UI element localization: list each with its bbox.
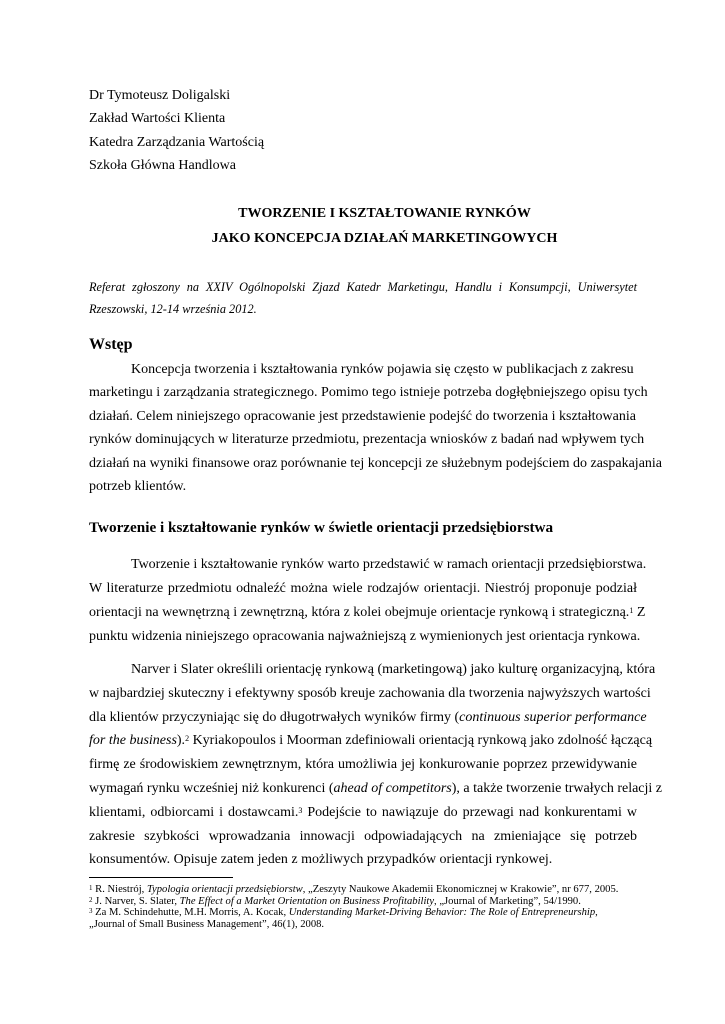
paragraph-line [89, 601, 646, 625]
paragraph-line: punktu widzenia niniejszego opracowania najważniejszą z wymienionych jest orientacja rynkowa. [89, 629, 641, 644]
author-block [89, 84, 264, 177]
text-run: orientacji na wewnętrzną i zewnętrzną, która z kolei obejmuje orientacje rynkową i strategiczną. [89, 605, 630, 620]
section-heading: Tworzenie i kształtowanie rynków w świetle orientacji przedsiębiorstwa [89, 519, 554, 536]
text-run: wymagań rynku wcześniej niż konkurenci ( [89, 780, 334, 796]
section-paragraph-2 [89, 658, 663, 872]
paragraph-line: konsumentów. Opisuje zatem jeden z możliwych przypadków orientacji rynkowej. [89, 852, 553, 868]
paragraph-line: zakresie szybkości wprowadzania innowacji odpowiadających na zmieniające się potrzeb [89, 828, 637, 844]
text-run: Za M. Schindehutte, M.H. Morris, A. Kocak, [92, 907, 289, 919]
paragraph-line [89, 706, 647, 730]
paragraph-line: w najbardziej skuteczny i efektywny sposób kreuje zachowania dla tworzenia najwyższych wartości [89, 685, 651, 701]
italic-phrase: Typologia orientacji przedsiębiorstw [146, 884, 303, 895]
text-run: klientami, odbiorcami i dostawcami. [89, 804, 299, 820]
paragraph-line: W literaturze przedmiotu odnaleźć można wiele rodzajów orientacji. Niestrój proponuje podział [89, 581, 637, 596]
italic-phrase: Understanding Market-Driving Behavior: The Role of Entrepreneurship [288, 907, 596, 919]
footnote-number: 3 [89, 907, 93, 916]
footnote-3 [89, 907, 637, 919]
paragraph-line: Narver i Slater określili orientację rynkową (marketingową) jako kulturę organizacyjną, która [131, 662, 656, 677]
footnote-number: 1 [89, 884, 93, 892]
text-run: dla klientów przyczyniając się do długotrwałych wyników firmy ( [89, 709, 460, 725]
author-department: Katedra Zarządzania Wartością [89, 134, 265, 150]
intro-line: potrzeb klientów. [89, 479, 187, 495]
intro-line: marketingu i zarządzania strategicznego. Pomimo tego istnieje potrzeba dogłębniejszego opisu tych [89, 385, 648, 401]
intro-line: działań na wyniki finansowe oraz porównanie tej koncepcji ze służebnym podejściem do zaspakajania [89, 455, 663, 471]
author-name: Dr Tymoteusz Doligalski [89, 88, 231, 103]
text-run: ), a także tworzenie trwałych relacji z [451, 780, 663, 796]
footnote-number: 2 [89, 895, 93, 904]
italic-phrase: for the business [89, 733, 177, 749]
title-line-1: TWORZENIE I KSZTAŁTOWANIE RYNKÓW [238, 206, 531, 221]
italic-phrase: ahead of competitors [333, 780, 452, 796]
note-line-2: Rzeszowski, 12-14 września 2012. [89, 302, 257, 316]
italic-phrase: continuous superior performance [459, 709, 647, 725]
text-run: R. Niestrój, [92, 884, 147, 895]
text-run: ). [176, 733, 186, 749]
intro-line: rynków dominujących w literaturze przedmiotu, prezentacja wniosków z badań nad wpływem tych [89, 432, 645, 448]
paragraph-line [89, 801, 637, 825]
intro-line: działań. Celem niniejszego opracowanie jest przedstawienie podejść do tworzenia i kształtowania [89, 408, 636, 424]
paragraph-line [89, 729, 653, 753]
footnote-ref-3[interactable]: 3 [298, 805, 303, 815]
footnote-2 [89, 896, 637, 908]
paragraph-line: firmę ze środowiskiem zewnętrznym, która umożliwia jej konkurowanie poprzez przewidywanie [89, 757, 637, 773]
conference-note [89, 276, 637, 320]
text-run: , „Journal of Marketing”, 54/1990. [434, 895, 581, 907]
text-run: Z [633, 605, 646, 620]
author-unit: Zakład Wartości Klienta [89, 111, 226, 127]
note-line-1: Referat zgłoszony na XXIV Ogólnopolski Zjazd Katedr Marketingu, Handlu i Konsumpcji, Uniwersytet [89, 280, 637, 294]
text-run: , [595, 907, 598, 919]
italic-phrase: The Effect of a Market Orientation on Business Profitability [179, 895, 435, 907]
paper-title [0, 201, 725, 251]
intro-line: Koncepcja tworzenia i kształtowania rynków pojawia się często w publikacjach z zakresu [131, 362, 634, 377]
text-run: Podejście to nawiązuje do przewagi nad konkurentami w [302, 804, 637, 820]
text-run: Kyriakopoulos i Moorman zdefiniowali orientacją rynkową jako zdolność łączącą [189, 733, 653, 749]
title-line-2: JAKO KONCEPCJA DZIAŁAŃ MARKETINGOWYCH [211, 231, 558, 246]
author-school: Szkoła Główna Handlowa [89, 157, 236, 173]
paragraph-line [89, 777, 663, 801]
intro-paragraph [89, 358, 663, 498]
text-run: , „Zeszyty Naukowe Akademii Ekonomicznej w Krakowie”, nr 677, 2005. [302, 884, 619, 895]
section-paragraph-1 [89, 553, 647, 649]
text-run: J. Narver, S. Slater, [92, 895, 180, 907]
footnote-1 [89, 884, 637, 896]
footnote-3-continued: „Journal of Small Business Management”, 46(1), 2008. [89, 918, 325, 930]
paragraph-line: Tworzenie i kształtowanie rynków warto przedstawić w ramach orientacji przedsiębiorstwa. [131, 557, 647, 572]
intro-heading: Wstęp [89, 336, 133, 353]
footnotes [89, 884, 637, 930]
footnote-ref-1[interactable]: 1 [629, 606, 634, 615]
footnote-divider [89, 877, 233, 878]
footnote-ref-2[interactable]: 2 [185, 734, 190, 744]
